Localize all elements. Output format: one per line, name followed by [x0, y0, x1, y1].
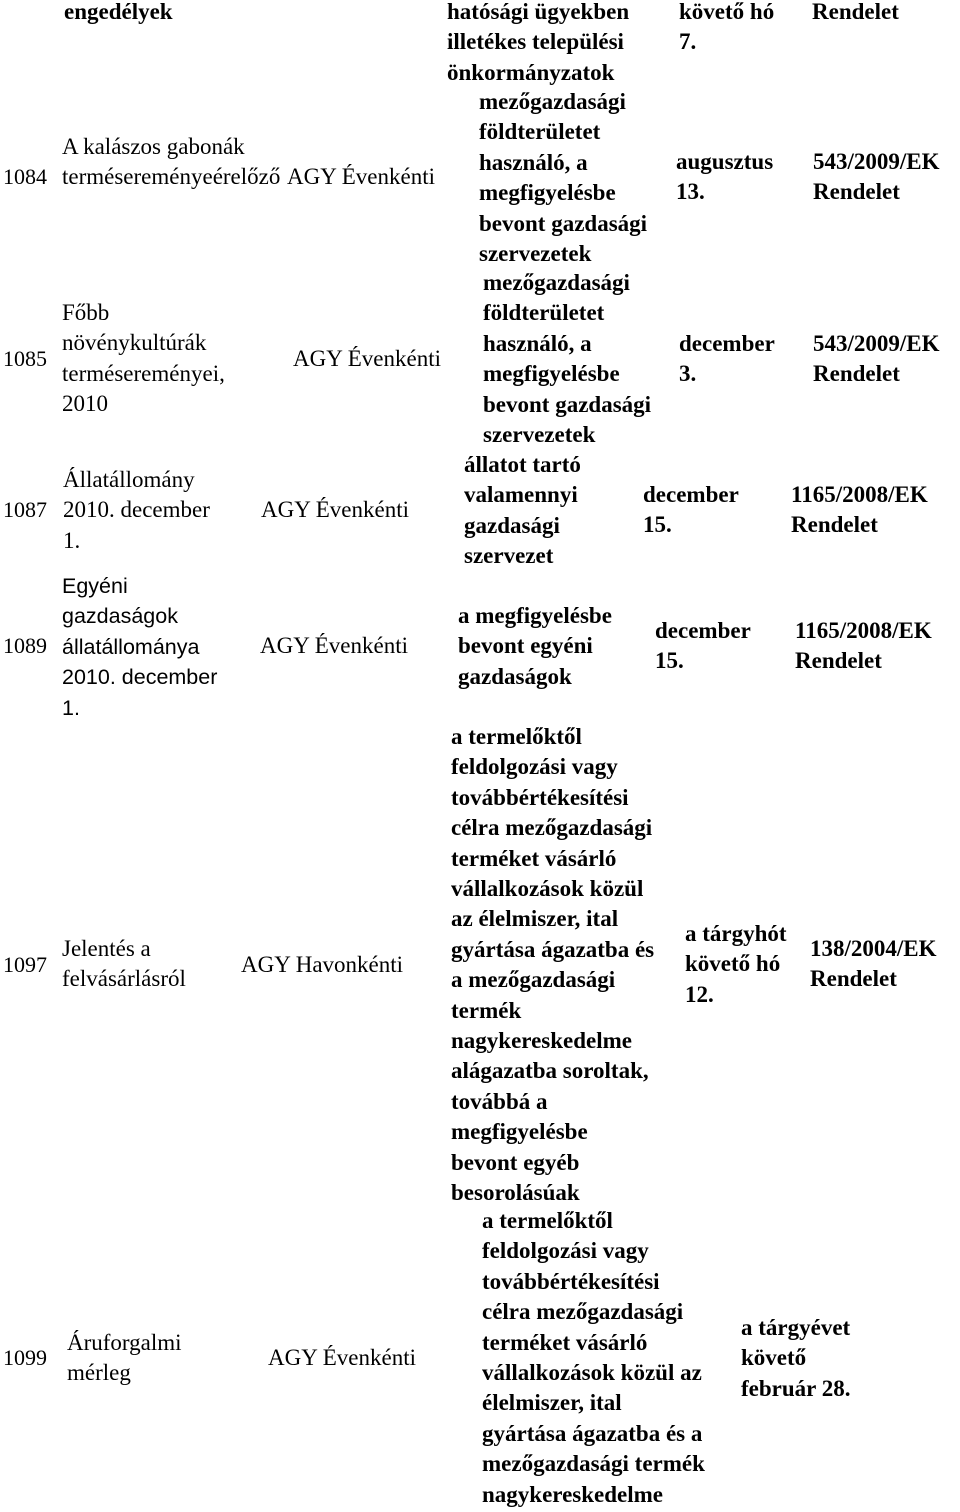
row-code-1097: 1097	[3, 952, 47, 977]
row-respondent-1084: mezőgazdasági földterületet használó, a megfigyelésbe bevont gazdasági szervezetek	[479, 89, 648, 267]
row-frequency-1087: AGY Évenkénti	[261, 497, 409, 522]
row-legal-1085: 543/2009/EK Rendelet	[813, 331, 940, 387]
row-frequency-1099: AGY Évenkénti	[268, 1345, 416, 1370]
row-respondent-1097: a termelőktől feldolgozási vagy továbbértékesítési célra mezőgazdasági terméket vásárló vállalkozások közül az élelmiszer, ital gyártása ágazatba és a mezőgazdasági termék nagykereskedelme alágazatba soroltak, továbbá a megfigyelésbe bevont egyéb besorolásúak	[451, 724, 655, 1206]
row-name-1087: Állatállomány 2010. december 1.	[63, 467, 210, 553]
row-code-1084: 1084	[3, 164, 47, 189]
row-respondent-1087: állatot tartó valamennyi gazdasági szervezet	[464, 452, 581, 569]
row-deadline-1089: december 15.	[655, 618, 751, 674]
row-frequency-1089: AGY Évenkénti	[260, 633, 408, 658]
row-frequency-1084: AGY Évenkénti	[287, 164, 435, 189]
row-code-1085: 1085	[3, 346, 47, 371]
row-legal-1087: 1165/2008/EK Rendelet	[791, 482, 928, 538]
row-name-1085: Főbb növénykultúrák termésereményei, 2010	[62, 300, 225, 417]
row-legal-1084: 543/2009/EK Rendelet	[813, 149, 940, 205]
row-respondent-1085: mezőgazdasági földterületet használó, a megfigyelésbe bevont gazdasági szervezetek	[483, 270, 652, 448]
top-respondent: hatósági ügyekben illetékes települési önkormányzatok	[447, 0, 630, 85]
row-code-1099: 1099	[3, 1345, 47, 1370]
row-legal-1089: 1165/2008/EK Rendelet	[795, 618, 932, 674]
row-name-1099: Áruforgalmi mérleg	[67, 1330, 182, 1386]
row-legal-1097: 138/2004/EK Rendelet	[810, 936, 937, 992]
row-frequency-1085: AGY Évenkénti	[293, 346, 441, 371]
row-name-1089: Egyéni gazdaságok állatállománya 2010. december 1.	[62, 574, 218, 720]
row-code-1089: 1089	[3, 633, 47, 658]
row-frequency-1097: AGY Havonkénti	[241, 952, 404, 977]
row-respondent-1089: a megfigyelésbe bevont egyéni gazdaságok	[458, 603, 612, 689]
top-name: engedélyek	[64, 0, 173, 24]
row-name-1084: A kalászos gabonák termésereményeérelőző	[62, 134, 281, 190]
row-deadline-1097: a tárgyhót követő hó 12.	[685, 921, 787, 1007]
row-name-1097: Jelentés a felvásárlásról	[62, 936, 186, 992]
row-deadline-1085: december 3.	[679, 331, 775, 387]
row-deadline-1087: december 15.	[643, 482, 739, 538]
top-legal: Rendelet	[812, 0, 899, 24]
row-respondent-1099: a termelőktől feldolgozási vagy továbbértékesítési célra mezőgazdasági terméket vásárló vállalkozások közül az élelmiszer, ital gyártása ágazatba és a mezőgazdasági termék nagykereskedelme	[482, 1208, 705, 1507]
row-deadline-1084: augusztus 13.	[676, 149, 774, 205]
top-deadline: követő hó 7.	[679, 0, 775, 55]
row-code-1087: 1087	[3, 497, 47, 522]
row-deadline-1099: a tárgyévet követő február 28.	[741, 1315, 851, 1401]
